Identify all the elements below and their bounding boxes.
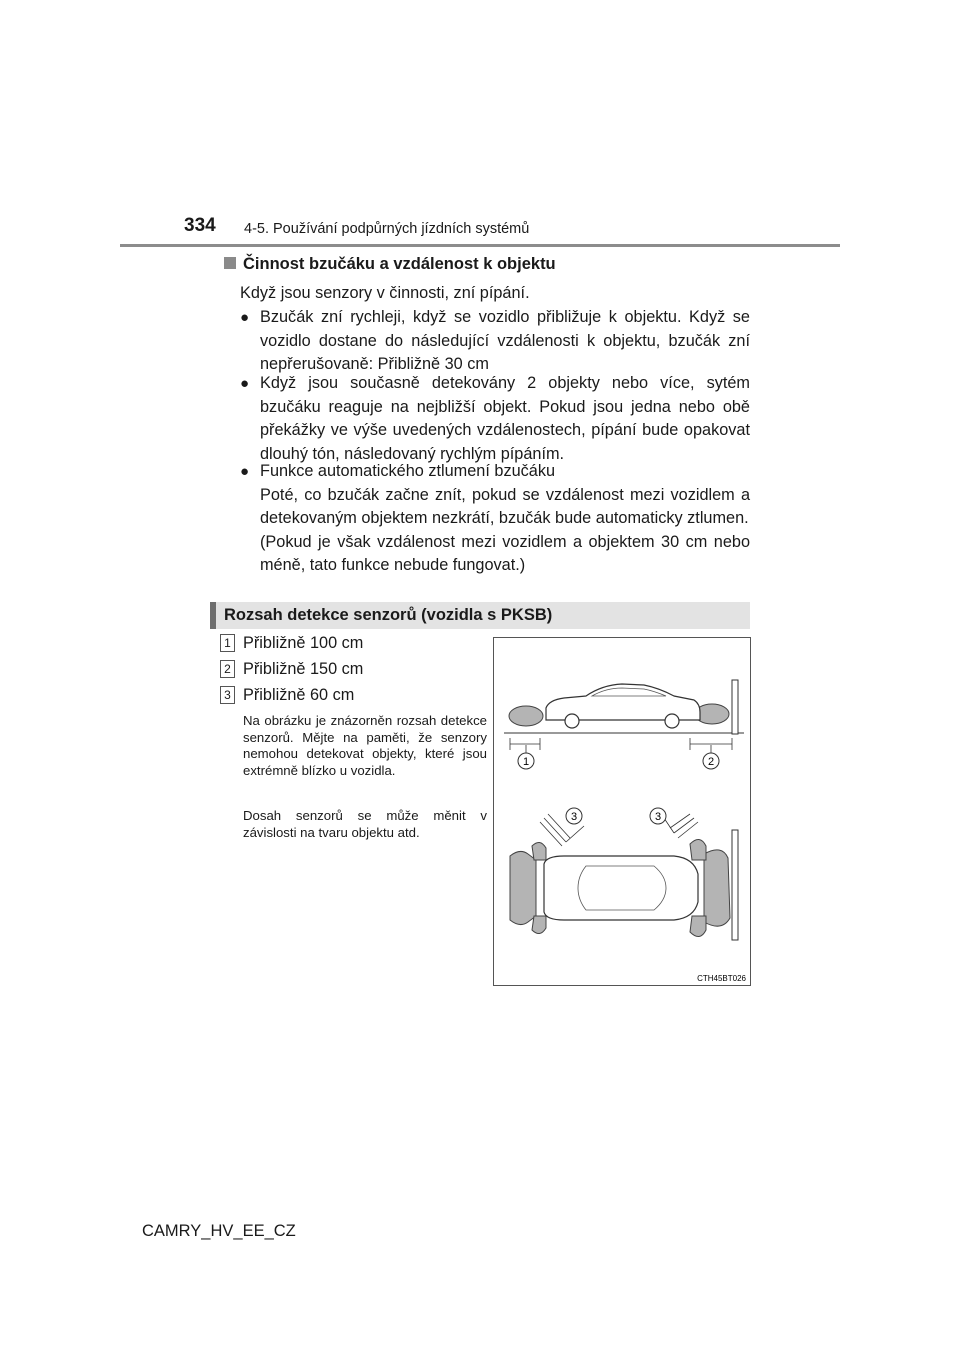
bullet-item [240,306,750,377]
callout-number: 3 [220,686,235,704]
sensor-range-illustration [494,638,750,985]
wheel-icon [665,714,679,728]
subsection-title-bar [210,602,750,629]
bullet-item [240,372,750,466]
callout-number: 2 [220,660,235,678]
range-item [220,634,363,653]
callout-label: 3 [654,811,662,823]
bullet-icon: ● [240,463,250,480]
bullet-item [240,460,750,578]
range-item [220,660,363,679]
bullet-text: Když jsou současně detekovány 2 objekty nebo více, sytém bzučáku reaguje na nejbližší objekt. Pokud jsou jedna nebo obě překážky ve výše uvedených vzdálenostech, pípání bude opakovat dlouhý tón, následovaný rychlým pípáním. [260,374,750,463]
figure-note: Dosah senzorů se může měnit v závislosti na tvaru objektu atd. [243,808,487,840]
page-number: 334 [184,215,216,236]
callout-label: 1 [522,756,530,768]
bullet-detail: (Pokud je však vzdálenost mezi vozidlem a objektem 30 cm nebo méně, tato funkce nebude fungovat.) [260,532,750,574]
sensor-range-figure [493,637,751,986]
rear-sensor-zone [509,706,543,726]
callout-label: 3 [570,811,578,823]
bullet-icon: ● [240,375,250,392]
top-view [510,814,738,940]
callout-number: 1 [220,634,235,652]
callout-label: 2 [707,756,715,768]
header-divider [120,244,840,247]
bullet-icon: ● [240,309,250,326]
wall-icon [732,830,738,940]
rear-sensor-zone [510,851,536,924]
section-heading-text: Činnost bzučáku a vzdálenost k objektu [243,255,556,273]
section-intro [240,282,750,306]
title-accent-bar [210,602,216,629]
chapter-title: 4-5. Používání podpůrných jízdních systémů [244,221,530,237]
figure-code: CTH45BT026 [697,974,746,983]
intro-text: Když jsou senzory v činnosti, zní pípání. [240,284,530,302]
range-text: Přibližně 60 cm [243,686,355,704]
range-text: Přibližně 100 cm [243,634,364,652]
wall-icon [732,680,738,734]
subsection-title: Rozsah detekce senzorů (vozidla s PKSB) [224,606,553,624]
wheel-icon [565,714,579,728]
range-item [220,686,354,705]
front-sensor-zone [704,850,730,926]
bullet-text: Funkce automatického ztlumení bzučáku [260,462,556,480]
square-bullet-icon [224,257,236,269]
range-text: Přibližně 150 cm [243,660,364,678]
side-view [504,680,744,754]
figure-note: Na obrázku je znázorněn rozsah detekce senzorů. Mějte na paměti, že senzory nemohou detekovat objekty, které jsou extrémně blízko u vozidla. [243,713,487,778]
section-heading [224,255,556,274]
bullet-text: Bzučák zní rychleji, když se vozidlo přibližuje k objektu. Když se vozidlo dostane do následující vzdálenosti k objektu, bzučák zní nepřerušovaně: Přibližně 30 cm [260,308,750,373]
model-code: CAMRY_HV_EE_CZ [142,1222,296,1240]
bullet-detail: Poté, co bzučák začne znít, pokud se vzdálenost mezi vozidlem a detekovaným objektem nezkrátí, bzučák bude automaticky ztlumen. [260,485,750,527]
